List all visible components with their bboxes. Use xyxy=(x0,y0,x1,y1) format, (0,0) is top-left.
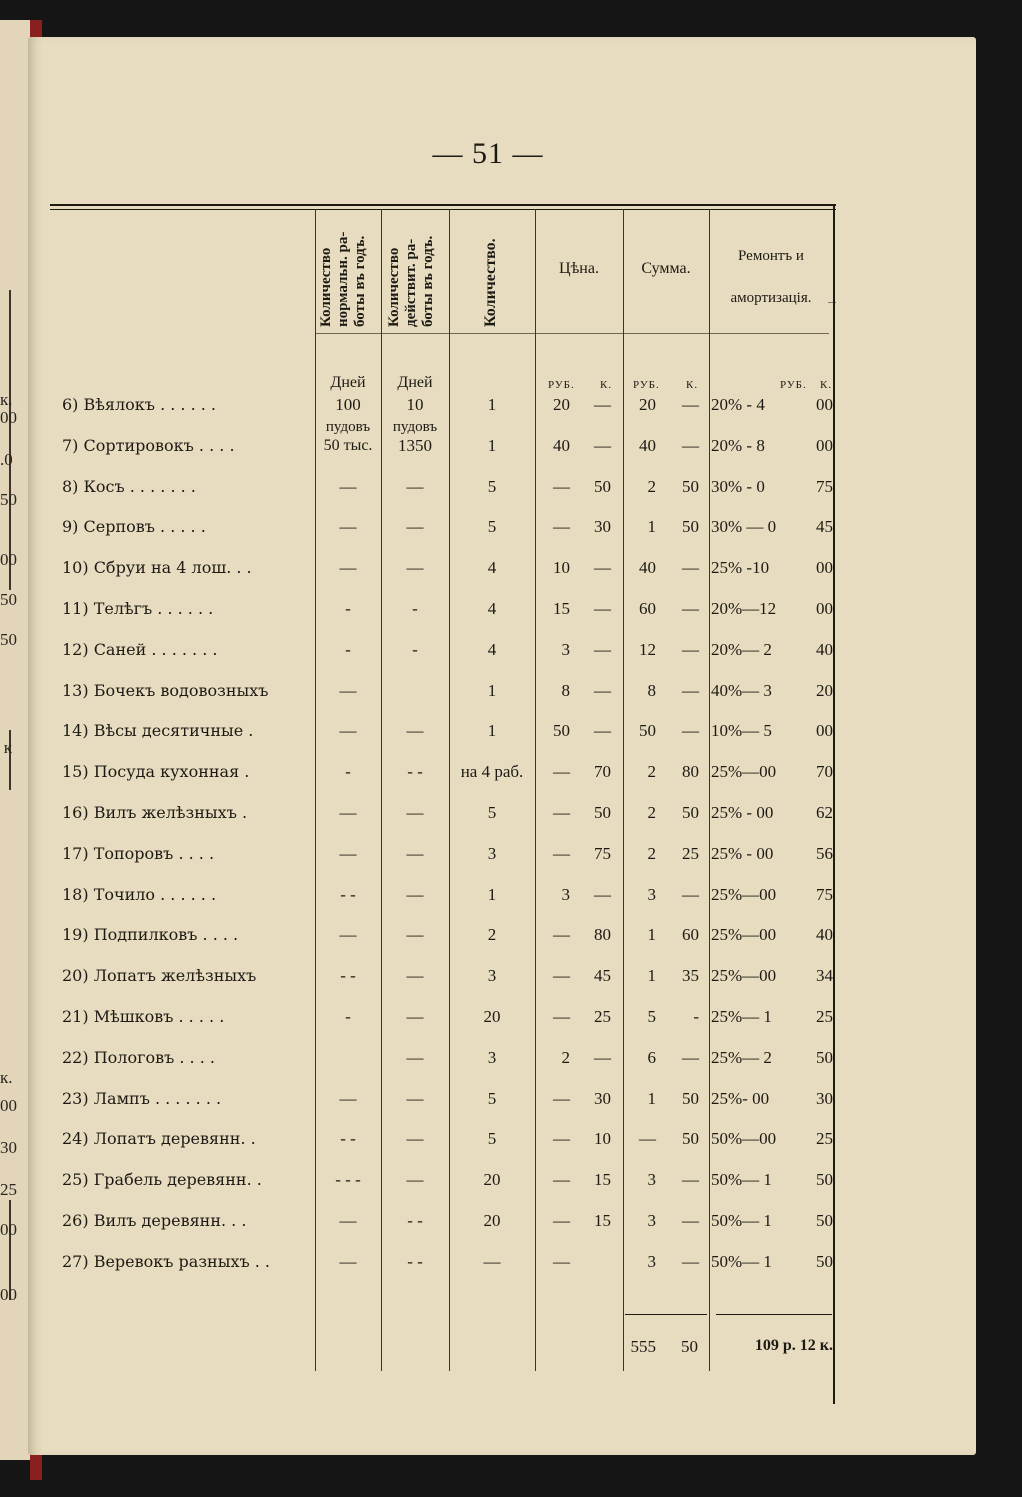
cell-act: - - xyxy=(407,762,423,781)
cell-pr: — xyxy=(553,925,570,944)
cell-sr: 50 xyxy=(639,721,656,740)
cell-qty: 5 xyxy=(487,1129,497,1148)
cell-rk: 45 xyxy=(816,517,833,536)
cell-rep: 25% - 00 xyxy=(711,844,774,863)
cell-act: — xyxy=(406,925,424,944)
cell-act: - - xyxy=(407,1211,423,1230)
cell-act: — xyxy=(406,1048,424,1067)
cell-pr: 50 xyxy=(553,721,570,740)
item-name: 8) Косъ . . . . . . . xyxy=(62,477,196,496)
cell-pk: — xyxy=(594,885,611,904)
cell-act: 10 xyxy=(406,395,424,414)
item-name: 23) Лампъ . . . . . . . xyxy=(62,1089,222,1108)
cell-pr: 10 xyxy=(553,558,570,577)
cell-qty: 4 xyxy=(487,599,497,618)
cell-sk: — xyxy=(682,1252,699,1271)
cell-sr: 3 xyxy=(647,1211,656,1230)
cell-norm: — xyxy=(339,721,357,740)
cell-norm: 50 тыс. xyxy=(323,437,373,454)
cell-sr: 40 xyxy=(639,436,656,455)
cell-sr: 3 xyxy=(647,1170,656,1189)
prev-page-fragment: к. xyxy=(0,1068,13,1087)
cell-act: — xyxy=(406,1129,424,1148)
cell-pr: 2 xyxy=(561,1048,570,1067)
cell-pk: 15 xyxy=(594,1211,611,1230)
cell-sk: 50 xyxy=(682,1089,699,1108)
cell-pk: — xyxy=(594,681,611,700)
cell-rep: 25% -10 xyxy=(711,558,770,577)
cell-qty: 1 xyxy=(487,885,497,904)
cell-rep: 50%— 1 xyxy=(711,1170,772,1189)
prev-page-fragment: 25 xyxy=(0,1180,17,1199)
cell-norm: — xyxy=(339,925,357,944)
cell-qty: 1 xyxy=(487,721,497,740)
cell-rk: 50 xyxy=(816,1211,833,1230)
cell-norm: — xyxy=(339,844,357,863)
item-name: 14) Вѣсы десятичные . xyxy=(62,721,254,740)
cell-pr: 15 xyxy=(553,599,570,618)
cell-sr: 8 xyxy=(647,681,656,700)
cell-sk: — xyxy=(682,721,699,740)
cell-act: — xyxy=(406,966,424,985)
cell-rep: 20% - 4 xyxy=(711,395,765,414)
cell-sr: 3 xyxy=(647,1252,656,1271)
cell-norm: — xyxy=(339,1252,357,1271)
prev-page-fragment: к. xyxy=(0,390,13,409)
cell-rep: 25%—00 xyxy=(711,762,777,781)
cell-rep: 25%—00 xyxy=(711,925,777,944)
cell-pk: 30 xyxy=(594,517,611,536)
cell-sk: — xyxy=(682,599,699,618)
cell-act: — xyxy=(406,844,424,863)
total-sum-rub: 555 xyxy=(630,1337,656,1356)
cell-rk: 40 xyxy=(816,925,833,944)
cell-rep: 20% - 8 xyxy=(711,436,765,455)
cell-pk: — xyxy=(594,436,611,455)
cell-rep: 25% - 00 xyxy=(711,803,774,822)
item-name: 13) Бочекъ водовозныхъ xyxy=(62,681,269,700)
cell-act: — xyxy=(406,885,424,904)
cell-rk: 62 xyxy=(816,803,833,822)
cell-sk: 80 xyxy=(682,762,699,781)
cell-norm: — xyxy=(339,1089,357,1108)
unit-rub: РУБ. xyxy=(548,379,575,391)
cell-sr: 6 xyxy=(647,1048,656,1067)
cell-act: — xyxy=(406,721,424,740)
item-name: 11) Телѣгъ . . . . . . xyxy=(62,599,214,618)
item-name: 9) Серповъ . . . . . xyxy=(62,517,206,536)
cell-sr: 5 xyxy=(647,1007,656,1026)
cell-qty: 1 xyxy=(487,395,497,414)
cell-sr: 1 xyxy=(647,517,656,536)
cell-pr: — xyxy=(553,1211,570,1230)
cell-sk: — xyxy=(682,436,699,455)
cell-sk: 60 xyxy=(682,925,699,944)
cell-norm: - - xyxy=(340,1129,356,1148)
cell-norm: - - - xyxy=(335,1170,361,1189)
cell-sr: 1 xyxy=(647,925,656,944)
cell-sr: 3 xyxy=(647,885,656,904)
cell-pr: — xyxy=(553,477,570,496)
cell-rk: 50 xyxy=(816,1048,833,1067)
cell-rep: 25%—00 xyxy=(711,966,777,985)
cell-rep: 25%- 00 xyxy=(711,1089,770,1108)
unit-pud: пудовъ xyxy=(325,419,371,435)
book-page xyxy=(28,37,976,1455)
cell-qty: 20 xyxy=(483,1211,501,1230)
cell-sk: — xyxy=(682,558,699,577)
cell-sr: 2 xyxy=(647,803,656,822)
cell-pk: 75 xyxy=(594,844,611,863)
cell-sk: 50 xyxy=(682,477,699,496)
header-col-sum: Сумма. xyxy=(641,260,691,277)
cell-qty: 3 xyxy=(487,1048,497,1067)
header-col-actual xyxy=(386,236,437,327)
total-rule xyxy=(716,1314,832,1315)
page-number: — 51 — xyxy=(432,137,544,170)
cell-sk: 50 xyxy=(682,517,699,536)
cell-sk: — xyxy=(682,395,699,414)
cell-act: — xyxy=(406,477,424,496)
cell-sk: 35 xyxy=(682,966,699,985)
item-name: 24) Лопатъ деревянн. . xyxy=(62,1129,256,1148)
prev-page-fragment: 50 xyxy=(0,490,17,509)
prev-page-fragment: к xyxy=(3,738,12,757)
item-name: 19) Подпилковъ . . . . xyxy=(62,925,239,944)
cell-norm: - - xyxy=(340,885,356,904)
table-top-rule xyxy=(50,204,836,206)
cell-rk: 25 xyxy=(816,1129,833,1148)
cell-rk: 30 xyxy=(816,1089,833,1108)
cell-pk: 10 xyxy=(594,1129,611,1148)
cell-sk: 50 xyxy=(682,803,699,822)
prev-page-fragment: 50 xyxy=(0,630,17,649)
prev-page-fragment: 30 xyxy=(0,1138,17,1157)
cell-act: - xyxy=(412,599,418,618)
prev-page-fragment: 00 xyxy=(0,408,17,427)
cell-rep: 25%—00 xyxy=(711,885,777,904)
prev-page-fragment: 00 xyxy=(0,550,17,569)
cell-qty: 4 xyxy=(487,640,497,659)
cell-act: — xyxy=(406,803,424,822)
cell-sr: 40 xyxy=(639,558,656,577)
cell-pk: 50 xyxy=(594,477,611,496)
header-line: боты въ годъ. xyxy=(420,235,436,327)
cell-pk: — xyxy=(594,640,611,659)
cell-sr: 60 xyxy=(639,599,656,618)
cell-pr: 3 xyxy=(561,640,570,659)
cell-pk: 80 xyxy=(594,925,611,944)
header-line: Ремонтъ и xyxy=(738,248,804,264)
cell-pr: — xyxy=(553,1007,570,1026)
item-name: 12) Саней . . . . . . . xyxy=(62,640,218,659)
item-name: 18) Точило . . . . . . xyxy=(62,885,217,904)
item-name: 6) Вѣялокъ . . . . . . xyxy=(62,395,217,414)
cell-pr: 8 xyxy=(561,681,570,700)
item-name: 15) Посуда кухонная . xyxy=(62,762,250,781)
cell-pk: 30 xyxy=(594,1089,611,1108)
cell-qty: 3 xyxy=(487,844,497,863)
cell-sr: 2 xyxy=(647,844,656,863)
cell-qty: 20 xyxy=(483,1170,501,1189)
total-rule xyxy=(625,1314,707,1315)
cell-qty: 5 xyxy=(487,803,497,822)
cell-norm: - - xyxy=(340,966,356,985)
cell-rep: 20%— 2 xyxy=(711,640,772,659)
prev-page-fragment: .0 xyxy=(0,450,13,469)
cell-pk: — xyxy=(594,599,611,618)
header-line: Количество xyxy=(318,247,334,327)
header-line: нормальн. ра- xyxy=(335,231,351,327)
cell-pk: 70 xyxy=(594,762,611,781)
item-name: 22) Пологовъ . . . . xyxy=(62,1048,215,1067)
prev-page-fragment: 00 xyxy=(0,1285,17,1304)
cell-act: — xyxy=(406,1170,424,1189)
unit-rub: РУБ. xyxy=(633,379,660,391)
cell-norm: — xyxy=(339,803,357,822)
header-col-qty: Количество. xyxy=(482,238,499,327)
cell-pr: 40 xyxy=(553,436,570,455)
cell-qty: 5 xyxy=(487,1089,497,1108)
cell-sk: — xyxy=(682,1211,699,1230)
cell-pk: 50 xyxy=(594,803,611,822)
cell-pr: — xyxy=(553,517,570,536)
cell-rk: 00 xyxy=(816,599,833,618)
cell-qty: 5 xyxy=(487,477,497,496)
cell-norm: — xyxy=(339,681,357,700)
cell-rep: 50%— 1 xyxy=(711,1252,772,1271)
cell-rep: 40%— 3 xyxy=(711,681,772,700)
table-right-rule xyxy=(833,204,835,1404)
item-name: 16) Вилъ желѣзныхъ . xyxy=(62,803,248,822)
cell-qty: 1 xyxy=(487,681,497,700)
column-rule xyxy=(449,209,450,1371)
cell-pk: — xyxy=(594,1048,611,1067)
cell-pr: — xyxy=(553,762,570,781)
cell-sk: — xyxy=(682,640,699,659)
cell-rk: 20 xyxy=(816,681,833,700)
cell-rep: 25%— 2 xyxy=(711,1048,772,1067)
cell-pr: — xyxy=(553,1129,570,1148)
cell-sk: - xyxy=(693,1007,699,1026)
cell-rk: 75 xyxy=(816,885,833,904)
cell-rk: 70 xyxy=(816,762,833,781)
unit-days: Дней xyxy=(330,374,366,391)
cell-rk: 25 xyxy=(816,1007,833,1026)
cell-act: — xyxy=(406,1007,424,1026)
header-col-repair xyxy=(709,235,833,319)
cell-act: 1350 xyxy=(398,436,432,455)
header-col-norm xyxy=(318,232,369,327)
cell-pr: — xyxy=(553,1170,570,1189)
table-top-rule xyxy=(50,209,836,210)
item-name: 10) Сбруи на 4 лош. . . xyxy=(62,558,252,577)
cell-qty: 20 xyxy=(483,1007,501,1026)
cell-qty: — xyxy=(483,1252,501,1271)
cell-rk: 34 xyxy=(816,966,833,985)
cell-rep: 30% - 0 xyxy=(711,477,765,496)
cell-qty: 5 xyxy=(487,517,497,536)
column-rule xyxy=(535,209,536,1371)
cell-act: — xyxy=(406,1089,424,1108)
cell-rk: 00 xyxy=(816,395,833,414)
cell-sk: 50 xyxy=(682,1129,699,1148)
cell-pr: 3 xyxy=(561,885,570,904)
cell-qty: 2 xyxy=(487,925,497,944)
cell-sk: — xyxy=(682,1048,699,1067)
cell-norm: 100 xyxy=(335,395,361,414)
cell-pk: — xyxy=(594,721,611,740)
cell-rk: 50 xyxy=(816,1252,833,1271)
cell-norm: - xyxy=(345,640,351,659)
cell-qty: 1 xyxy=(487,436,497,455)
cell-pr: — xyxy=(553,803,570,822)
cell-norm: - xyxy=(345,762,351,781)
unit-kop: К. xyxy=(820,379,833,391)
cell-rep: 30% — 0 xyxy=(711,517,777,536)
column-rule xyxy=(709,209,710,1371)
total-repair: 109 р. 12 к. xyxy=(754,1337,833,1354)
cell-sr: 12 xyxy=(639,640,656,659)
cell-qty: 3 xyxy=(487,966,497,985)
cell-sr: 20 xyxy=(639,395,656,414)
cell-act: — xyxy=(406,558,424,577)
cell-sk: — xyxy=(682,1170,699,1189)
cell-sk: — xyxy=(682,681,699,700)
cell-norm: — xyxy=(339,1211,357,1230)
item-name: 27) Веревокъ разныхъ . . xyxy=(62,1252,270,1271)
cell-pk: 15 xyxy=(594,1170,611,1189)
cell-rep: 50%—00 xyxy=(711,1129,777,1148)
cell-pk: 25 xyxy=(594,1007,611,1026)
total-sum-kop: 50 xyxy=(681,1337,698,1356)
cell-rk: 00 xyxy=(816,721,833,740)
item-name: 7) Сортировокъ . . . . xyxy=(62,436,235,455)
header-col-price: Цѣна. xyxy=(559,260,599,277)
cell-rk: 75 xyxy=(816,477,833,496)
header-line: Количество xyxy=(386,247,402,327)
cell-norm: — xyxy=(339,517,357,536)
cell-rep: 50%— 1 xyxy=(711,1211,772,1230)
header-line: амортизація. xyxy=(730,290,812,306)
cell-sr: 1 xyxy=(647,966,656,985)
header-line: боты въ годъ. xyxy=(352,235,368,327)
cell-rep: 20%—12 xyxy=(711,599,777,618)
item-name: 26) Вилъ деревянн. . . xyxy=(62,1211,247,1230)
unit-rub: РУБ. xyxy=(780,379,807,391)
cell-pk: — xyxy=(594,558,611,577)
item-name: 25) Грабель деревянн. . xyxy=(62,1170,262,1189)
item-name: 20) Лопатъ желѣзныхъ xyxy=(62,966,257,985)
item-name: 21) Мѣшковъ . . . . . xyxy=(62,1007,225,1026)
cell-act: - - xyxy=(407,1252,423,1271)
header-bottom-rule xyxy=(315,333,829,334)
cell-act: - xyxy=(412,640,418,659)
unit-kop: К. xyxy=(686,379,699,391)
cell-sr: — xyxy=(639,1129,656,1148)
cell-norm: — xyxy=(339,477,357,496)
cell-rep: 10%— 5 xyxy=(711,721,772,740)
prev-page-rule xyxy=(9,290,11,590)
cell-pr: — xyxy=(553,1089,570,1108)
cell-norm: - xyxy=(345,599,351,618)
cell-sk: 25 xyxy=(682,844,699,863)
cell-rep: 25%— 1 xyxy=(711,1007,772,1026)
unit-pud: пудовъ xyxy=(392,419,438,435)
cell-pr: — xyxy=(553,966,570,985)
cell-sr: 2 xyxy=(647,762,656,781)
previous-page-edge xyxy=(0,20,30,1460)
cell-norm: — xyxy=(339,558,357,577)
column-rule xyxy=(623,209,624,1371)
cell-qty: на 4 раб. xyxy=(460,762,524,781)
prev-page-fragment: 00 xyxy=(0,1220,17,1239)
prev-page-fragment: 00 xyxy=(0,1096,17,1115)
red-page-edge xyxy=(30,1455,42,1480)
cell-sk: — xyxy=(682,885,699,904)
unit-kop: К. xyxy=(600,379,613,391)
unit-days: Дней xyxy=(397,374,433,391)
cell-act: — xyxy=(406,517,424,536)
cell-rk: 00 xyxy=(816,558,833,577)
cell-rk: 00 xyxy=(816,436,833,455)
cell-sr: 2 xyxy=(647,477,656,496)
cell-pr: — xyxy=(553,844,570,863)
cell-rk: 56 xyxy=(816,844,833,863)
cell-sr: 1 xyxy=(647,1089,656,1108)
cell-rk: 50 xyxy=(816,1170,833,1189)
cell-pk: — xyxy=(594,395,611,414)
header-line: действит. ра- xyxy=(403,238,419,327)
cell-norm: - xyxy=(345,1007,351,1026)
item-name: 17) Топоровъ . . . . xyxy=(62,844,215,863)
cell-qty: 4 xyxy=(487,558,497,577)
prev-page-fragment: 50 xyxy=(0,590,17,609)
cell-pk: 45 xyxy=(594,966,611,985)
cell-pr: 20 xyxy=(553,395,570,414)
cell-rk: 40 xyxy=(816,640,833,659)
cell-pr: — xyxy=(553,1252,570,1271)
